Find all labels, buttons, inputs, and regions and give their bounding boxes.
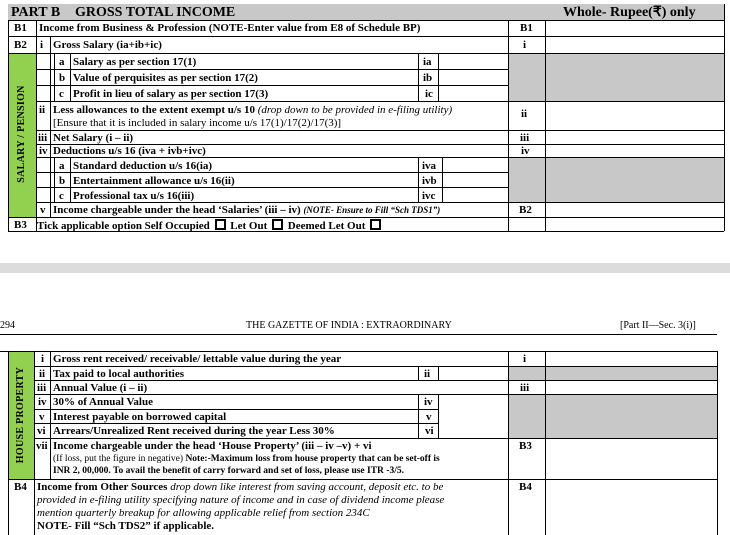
interest-payable-input[interactable] bbox=[439, 410, 507, 422]
b1-label: Income from Business & Profession (NOTE-Enter value from E8 of Schedule BP) bbox=[39, 22, 421, 34]
ii-label-italic: (drop down to be provided in e-filing utility) bbox=[257, 104, 453, 116]
iv-label: Deductions u/s 16 (iva + ivb+ivc) bbox=[53, 145, 206, 157]
tax-paid-input[interactable] bbox=[439, 367, 507, 379]
b1-code: B1 bbox=[14, 22, 27, 34]
hp-i-ref: i bbox=[523, 353, 527, 365]
iva-letter: a bbox=[59, 160, 65, 172]
v-label-bold: Income chargeable under the head ‘Salaries’ (iii – iv) bbox=[53, 204, 301, 216]
hp-vii-note-line3: INR 2, 00,000. To avail the benefit of carry forward and set of loss, please use ITR -3/5. bbox=[53, 466, 404, 476]
ivb-code: ivb bbox=[422, 175, 437, 187]
hp-vi-code: vi bbox=[425, 425, 434, 437]
iva-value-input[interactable] bbox=[443, 158, 507, 171]
gray-block-salary-b bbox=[508, 157, 724, 202]
hp-iv-label: 30% of Annual Value bbox=[53, 396, 153, 408]
hp-vi-label: Arrears/Unrealized Rent received during the year Less 30% bbox=[53, 425, 335, 437]
part-b-label: PART B bbox=[11, 5, 61, 20]
annual-value-input[interactable] bbox=[546, 381, 716, 393]
hp-iii-label: Annual Value (i – ii) bbox=[53, 382, 148, 394]
hp-vii-note-b: Note:-Maximum loss from house property that can be set-off is bbox=[185, 454, 440, 464]
hp-vii-ref: B3 bbox=[519, 440, 532, 452]
b4-l2: provided in e-filing utility specifying nature of income and in case of dividend income please bbox=[37, 494, 445, 506]
hp-vii-note-a: (If loss, put the figure in negative) bbox=[53, 454, 184, 464]
ic-code: ic bbox=[425, 88, 433, 100]
house-side-label: HOUSE PROPERTY bbox=[15, 366, 26, 464]
hp-i-num: i bbox=[41, 353, 45, 365]
thirty-percent-input[interactable] bbox=[439, 395, 507, 408]
ii-label-bold: Less allowances to the extent exempt u/s 10 bbox=[53, 104, 255, 116]
ia-value-input[interactable] bbox=[439, 54, 507, 68]
salary-chargeable-input[interactable] bbox=[546, 203, 723, 216]
ii-label bbox=[53, 104, 452, 116]
hp-ii-num: ii bbox=[39, 368, 46, 380]
ia-label: Salary as per section 17(1) bbox=[73, 56, 197, 68]
hp-vii-label: Income chargeable under the head ‘House Property’ (iii – iv –v) + vi bbox=[53, 440, 372, 452]
v-label-italic: (NOTE- Ensure to Fill “Sch TDS1”) bbox=[303, 205, 441, 215]
salary-side-label: SALARY / PENSION bbox=[16, 85, 27, 183]
ii-ref: ii bbox=[521, 108, 528, 120]
ii-num: ii bbox=[39, 104, 46, 116]
b4-l4: NOTE- Fill “Sch TDS2” if applicable. bbox=[37, 520, 215, 532]
b3-code: B3 bbox=[14, 219, 27, 231]
b1-ref: B1 bbox=[520, 22, 533, 34]
iv-num: iv bbox=[39, 145, 48, 157]
ivc-value-input[interactable] bbox=[443, 188, 507, 201]
hp-iv-num: iv bbox=[38, 396, 47, 408]
let-out-checkbox[interactable] bbox=[272, 219, 283, 230]
ia-letter: a bbox=[59, 56, 65, 68]
house-gray-b bbox=[508, 394, 717, 438]
b2-ref: i bbox=[523, 39, 527, 51]
hp-vi-num: vi bbox=[37, 425, 46, 437]
hp-vii-note bbox=[53, 453, 440, 465]
hp-v-label: Interest payable on borrowed capital bbox=[53, 411, 227, 423]
iii-num: iii bbox=[38, 132, 48, 144]
iva-code: iva bbox=[422, 160, 437, 172]
ivc-letter: c bbox=[59, 190, 64, 202]
ivb-letter: b bbox=[59, 175, 66, 187]
ia-code: ia bbox=[423, 56, 432, 68]
ii-note: [Ensure that it is included in salary income u/s 17(1)/17(2)/17(3)] bbox=[53, 117, 342, 129]
page-separator bbox=[0, 263, 730, 273]
ivb-value-input[interactable] bbox=[443, 173, 507, 186]
b3-option-text: Tick applicable option Self Occupied bbox=[37, 220, 210, 232]
let-out-label: Let Out bbox=[230, 220, 268, 232]
house-chargeable-input[interactable] bbox=[546, 439, 716, 478]
ib-label: Value of perquisites as per section 17(2) bbox=[73, 72, 258, 84]
b4-l1: drop down like interest from saving account, deposit etc. to be bbox=[170, 481, 444, 493]
iv-ref: iv bbox=[521, 145, 530, 157]
hp-iii-num: iii bbox=[37, 382, 47, 394]
rupee-note: Whole- Rupee(₹) only bbox=[563, 5, 696, 20]
house-gray-a bbox=[508, 366, 717, 380]
ii-value-input[interactable] bbox=[546, 102, 723, 129]
b4-l3: mention quarterly breakup for allowing applicable relief from section 234C bbox=[37, 507, 370, 519]
hp-v-code: v bbox=[426, 411, 432, 423]
v-num: v bbox=[40, 204, 46, 216]
hp-vii-num: vii bbox=[36, 440, 48, 452]
arrears-input[interactable] bbox=[439, 424, 507, 437]
iv-value-input[interactable] bbox=[546, 145, 723, 156]
iii-value-input[interactable] bbox=[546, 131, 723, 143]
ib-value-input[interactable] bbox=[439, 70, 507, 84]
ivc-label: Professional tax u/s 16(iii) bbox=[73, 190, 195, 202]
ib-letter: b bbox=[59, 72, 66, 84]
gray-block-salary-a bbox=[508, 53, 724, 101]
b4-line1 bbox=[37, 481, 443, 493]
b1-value-input[interactable] bbox=[546, 21, 723, 35]
other-sources-input[interactable] bbox=[546, 480, 716, 534]
hp-iv-code: iv bbox=[424, 396, 433, 408]
ib-code: ib bbox=[423, 72, 433, 84]
part-b-title: GROSS TOTAL INCOME bbox=[75, 5, 236, 20]
page-number: 294 bbox=[0, 320, 15, 331]
b2-code: B2 bbox=[14, 39, 27, 51]
iva-label: Standard deduction u/s 16(ia) bbox=[73, 160, 213, 172]
iii-label: Net Salary (i – ii) bbox=[53, 132, 134, 144]
gazette-rule bbox=[0, 334, 717, 335]
self-occupied-checkbox[interactable] bbox=[215, 219, 226, 230]
b4-code: B4 bbox=[14, 481, 27, 493]
iii-ref: iii bbox=[520, 132, 530, 144]
deemed-let-out-label: Deemed Let Out bbox=[287, 220, 366, 232]
hp-ii-code: ii bbox=[424, 368, 431, 380]
gross-salary-input[interactable] bbox=[546, 37, 723, 52]
ic-letter: c bbox=[59, 88, 64, 100]
deemed-let-out-checkbox[interactable] bbox=[370, 219, 381, 230]
b4-ref: B4 bbox=[519, 481, 532, 493]
v-ref: B2 bbox=[519, 204, 532, 216]
ivc-code: ivc bbox=[422, 190, 436, 202]
ic-value-input[interactable] bbox=[439, 86, 507, 100]
gazette-title: THE GAZETTE OF INDIA : EXTRAORDINARY bbox=[246, 320, 452, 331]
hp-v-num: v bbox=[39, 411, 45, 423]
b2-label: Gross Salary (ia+ib+ic) bbox=[53, 39, 162, 51]
b4-bold: Income from Other Sources bbox=[37, 481, 168, 493]
b2-num: i bbox=[40, 39, 44, 51]
hp-i-label: Gross rent received/ receivable/ lettable value during the year bbox=[53, 353, 342, 365]
gazette-part: [Part II—Sec. 3(i)] bbox=[620, 320, 696, 331]
ic-label: Profit in lieu of salary as per section 17(3) bbox=[73, 88, 269, 100]
hp-ii-label: Tax paid to local authorities bbox=[53, 368, 184, 380]
ivb-label: Entertainment allowance u/s 16(ii) bbox=[73, 175, 235, 187]
hp-iii-ref: iii bbox=[520, 382, 530, 394]
gross-rent-input[interactable] bbox=[546, 352, 716, 365]
v-label bbox=[53, 204, 440, 216]
b3-label bbox=[37, 219, 383, 232]
